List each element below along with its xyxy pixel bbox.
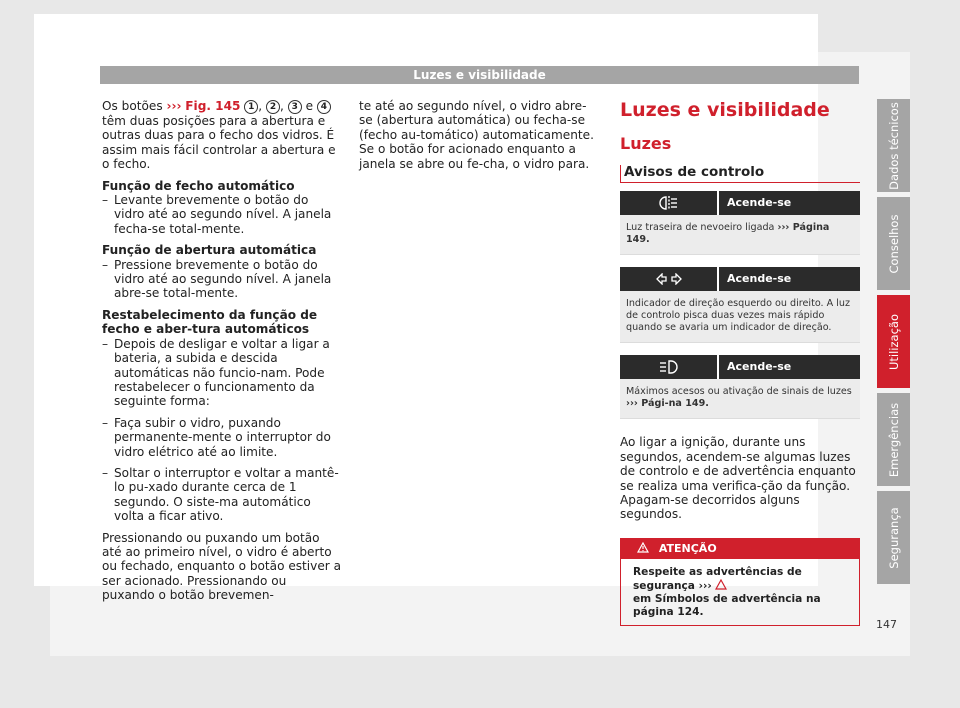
section-title: Luzes e visibilidade <box>620 99 830 121</box>
indicator-desc-text: Luz traseira de nevoeiro ligada <box>626 222 775 234</box>
column-right <box>620 99 860 626</box>
page-link[interactable]: ››› Página 149. <box>626 222 830 246</box>
warning-triangle-icon <box>637 542 649 553</box>
list-dash: – <box>102 257 109 272</box>
tab-utilizacao[interactable] <box>877 295 910 388</box>
ref-arrows: ››› <box>698 579 712 592</box>
indicator-label: Acende-se <box>719 355 860 379</box>
close-function-title: Função de fecho automático <box>102 178 295 193</box>
badge-4: 4 <box>317 100 331 114</box>
list-dash: – <box>102 415 109 430</box>
indicator-row <box>620 355 860 379</box>
turn-signal-icon <box>620 267 717 291</box>
indicator-label: Acende-se <box>719 191 860 215</box>
continuation-paragraph: te até ao segundo nível, o vidro abre-se (abertura automática) ou fecha-se (fecho au-tomático) automaticamente. Se o botão for acionado enquanto a janela se abre ou fe-cha, o vidro para. <box>359 99 594 171</box>
rear-fog-light-icon <box>620 191 717 215</box>
tab-dados-tecnicos[interactable] <box>877 99 910 192</box>
indicator-desc-text: Indicador de direção esquerdo ou direito. A luz de controlo pisca duas vezes mais rápido quando se avaria um indicador de direção. <box>626 298 851 334</box>
chapter-header: Luzes e visibilidade <box>100 66 859 84</box>
list-dash: – <box>102 336 109 351</box>
list-dash: – <box>102 193 109 208</box>
tab-conselhos[interactable] <box>877 197 910 290</box>
intro-prefix: Os botões <box>102 99 163 113</box>
list-item-text: Depois de desligar e voltar a ligar a bateria, a subida e descida automáticas não funcio-nam. Pode restabelecer o funcionamento da seguinte forma: <box>114 336 330 409</box>
info-paragraph: Ao ligar a ignição, durante uns segundos, acendem-se algumas luzes de controlo e de advertência enquanto se realiza uma verifica-ção da função. Apagam-se decorridos alguns segundos. <box>620 435 856 522</box>
figure-link[interactable]: Fig. 145 <box>185 99 241 113</box>
conjunction: e <box>305 99 314 113</box>
separator: , <box>280 99 284 113</box>
tab-emergencias[interactable] <box>877 393 910 486</box>
tab-label: Dados técnicos <box>886 101 901 190</box>
badge-2: 2 <box>266 100 280 114</box>
intro-rest: têm duas posições para a abertura e outras duas para o fecho dos vidros. É assim mais fácil controlar a abertura e o fecho. <box>102 114 336 172</box>
indicator-desc-text: Máximos acesos ou ativação de sinais de luzes <box>626 386 852 398</box>
high-beam-icon <box>620 355 717 379</box>
list-dash: – <box>102 465 109 480</box>
intro-paragraph <box>102 99 342 172</box>
list-item <box>102 258 342 301</box>
ref-arrows: ››› <box>166 99 182 113</box>
list-item-text: Soltar o interruptor e voltar a mantê-lo pu-xado durante cerca de 1 segundo. O siste-ma automático volta a ficar ativo. <box>114 465 339 524</box>
warning-body <box>621 559 859 625</box>
open-function-title: Função de abertura automática <box>102 243 317 258</box>
badge-3: 3 <box>288 100 302 114</box>
warning-header <box>621 539 859 559</box>
list-item-text: Pressione brevemente o botão do vidro até ao segundo nível. A janela abre-se total-mente. <box>114 257 332 301</box>
indicator-row <box>620 267 860 291</box>
tab-label: Utilização <box>886 313 901 370</box>
warning-triangle-icon <box>715 579 727 590</box>
column-middle <box>359 99 595 178</box>
indicator-label: Acende-se <box>719 267 860 291</box>
reset-function-title: Restabelecimento da função de fecho e aber-tura automáticos <box>102 307 318 337</box>
outro-paragraph: Pressionando ou puxando um botão até ao primeiro nível, o vidro é aberto ou fechado, enquanto o botão estiver a ser acionado. Pressionando ou puxando o botão brevemen- <box>102 530 341 603</box>
warning-title: ATENÇÃO <box>658 541 717 555</box>
list-item <box>102 337 342 409</box>
page-number: 147 <box>876 618 897 631</box>
indicator-description <box>620 215 860 255</box>
tab-label: Conselhos <box>886 214 901 273</box>
indicator-row <box>620 191 860 215</box>
warning-text: Respeite as advertências de segurança <box>633 565 802 592</box>
section-subtitle: Luzes <box>620 134 672 153</box>
list-item <box>102 416 342 459</box>
badge-1: 1 <box>244 100 258 114</box>
column-left <box>102 99 342 610</box>
indicator-table <box>620 191 860 419</box>
list-item-text: Levante brevemente o botão do vidro até ao segundo nível. A janela fecha-se total-mente. <box>114 193 332 236</box>
page-link[interactable]: ››› Pági-na 149. <box>626 398 709 410</box>
list-item-text: Faça subir o vidro, puxando permanente-mente o interruptor do vidro elétrico até ao limite. <box>114 415 331 459</box>
tab-seguranca[interactable] <box>877 491 910 584</box>
tab-label: Segurança <box>886 506 901 569</box>
indicator-description <box>620 379 860 419</box>
list-item <box>102 193 342 236</box>
separator: , <box>258 99 263 113</box>
warning-link[interactable]: em Símbolos de advertência na página 124. <box>633 592 821 618</box>
warning-box <box>620 538 860 626</box>
list-item <box>102 466 342 524</box>
tab-label: Emergências <box>886 402 901 477</box>
indicator-description <box>620 291 860 343</box>
subsection-title: Avisos de controlo <box>620 165 860 183</box>
